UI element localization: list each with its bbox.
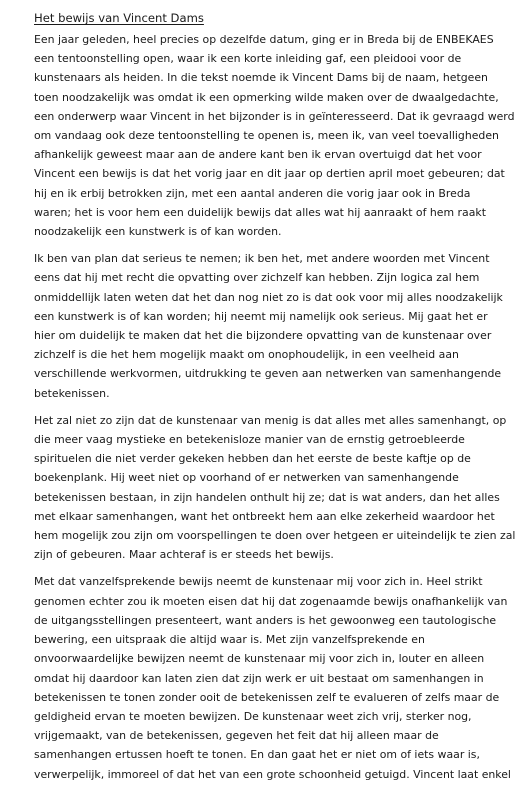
text-line: boekenplank. Hij weet niet op voorhand of er netwerken van samenhangende [34,471,459,485]
text-line: een kunstwerk is of kan worden; hij neemt mij namelijk ook serieus. Mij gaat het er [34,309,488,323]
text-line: hier om duidelijk te maken dat het die bijzondere opvatting van de kunstenaar over [34,329,492,343]
text-line: geldigheid ervan te moeten bewijzen. De kunstenaar weet zich vrij, sterker nog, [34,709,472,723]
text-line: genomen echter zou ik moeten eisen dat hij dat zogenaamde bewijs onafhankelijk van [34,594,508,608]
text-line: Het zal niet zo zijn dat de kunstenaar van menig is dat alles met alles samenhangt, op [34,413,507,427]
text-line: verwerpelijk, immoreel of dat het van een grote schoonheid getuigd. Vincent laat enkel [34,767,511,781]
text-line: kunstenaars als heiden. In die tekst noemde ik Vincent Dams bij de naam, hetgeen [34,71,488,85]
text-line: betekenissen te tonen zonder ooit de betekenissen zelf te evalueren of zelfs maar de [34,690,500,704]
text-line: Vincent een bewijs is dat het vorig jaar en dit jaar op dertien april moet gebeuren; dat [34,167,505,181]
text-line: onmiddellijk laten weten dat het dan nog niet zo is dat ook voor mij alles noodzakelijk [34,290,503,304]
paragraph [34,249,503,403]
text-line: verschillende werkvormen, uitdrukking te geven aan netwerken van samenhangende [34,367,502,381]
text-line: Met dat vanzelfsprekende bewijs neemt de kunstenaar mij voor zich in. Heel strikt [34,575,483,589]
text-line: betekenissen. [34,386,110,400]
paragraph [34,572,511,783]
text-line: noodzakelijk een kunstwerk is of kan worden. [34,225,282,239]
text-line: eens dat hij met recht die opvatting over zichzelf kan hebben. Zijn logica zal hem [34,271,480,285]
text-line: vrijgemaakt, van de betekenissen, gegeven het feit dat hij alleen maar de [34,729,439,743]
text-line: zichzelf is die het hem mogelijk maakt om onophoudelijk, in een veelheid aan [34,348,459,362]
text-line: spirituelen die niet verder gekeken hebben dan het eerste de beste kaftje op de [34,452,471,466]
paragraph [34,411,515,565]
text-line: die meer vaag mystieke en betekenisloze manier van de ernstig getroebleerde [34,433,465,447]
text-line: Ik ben van plan dat serieus te nemen; ik ben het, met andere woorden met Vincent [34,252,490,266]
paragraph-container [34,30,515,784]
text-line: om vandaag ook deze tentoonstelling te openen is, meen ik, van veel toevalligheden [34,129,499,143]
text-line: hem mogelijk zou zijn om voorspellingen te doen over hetgeen er uiteindelijk te zien zal [34,529,515,543]
text-line: samenhangen ertussen hoeft te tonen. En dan gaat het er niet om of iets waar is, [34,748,480,762]
text-line: Een jaar geleden, heel precies op dezelfde datum, ging er in Breda bij de ENBEKAES [34,33,494,46]
text-line: een tentoonstelling open, waar ik een korte inleiding gaf, een pleidooi voor de [34,52,462,66]
text-line: een onderwerp waar Vincent in het bijzonder is in geïnteresseerd. Dat ik gevraagd werd [34,109,515,123]
text-line: toen noodzakelijk was omdat ik een opmerking wilde maken over de dwaalgedachte, [34,90,499,104]
text-line: waren; het is voor hem een duidelijk bewijs dat alles wat hij aanraakt of hem raakt [34,205,486,219]
paragraph [34,30,515,241]
text-line: zijn of gebeuren. Maar achteraf is er steeds het bewijs. [34,548,334,562]
text-line: de uitgangsstellingen presenteert, want anders is het gewoonweg een tautologische [34,613,497,627]
text-line: afhankelijk geweest maar aan de andere kant ben ik ervan overtuigd dat het voor [34,148,482,162]
text-line: bewering, een uitspraak die altijd waar is. Met zijn vanzelfsprekende en [34,633,425,647]
text-line: met elkaar samenhangen, want het ontbreekt hem aan elke zekerheid waardoor het [34,509,495,523]
text-line: onvoorwaardelijke bewijzen neemt de kunstenaar mij voor zich in, louter en alleen [34,652,485,666]
document-title: Het bewijs van Vincent Dams [34,11,204,25]
document-body [34,8,515,792]
text-line: omdat hij daardoor kan laten zien dat zijn werk er uit bestaat om samenhangen in [34,671,484,685]
text-line: hij en ik erbij betrokken zijn, met een aantal anderen die vorig jaar ook in Breda [34,186,471,200]
text-line: betekenissen bestaan, in zijn handelen onthult hij ze; dat is wat anders, dan het alles [34,490,500,504]
